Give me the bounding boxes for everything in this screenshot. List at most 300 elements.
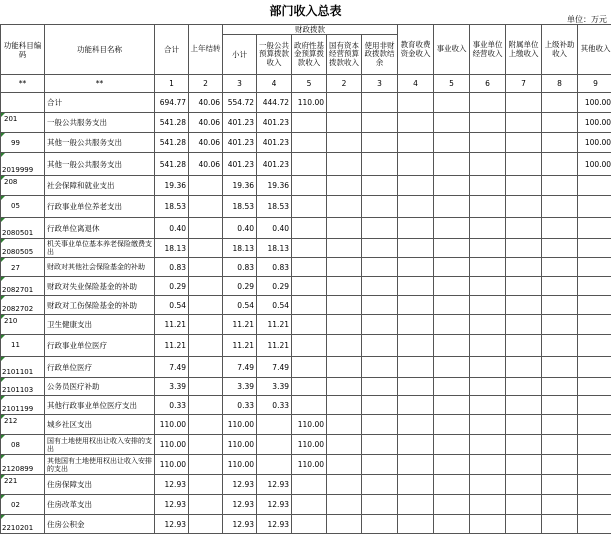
value-cell bbox=[542, 396, 578, 415]
table-row bbox=[1, 455, 611, 475]
code-cell: 2019999 bbox=[1, 153, 45, 176]
comment-marker-icon bbox=[1, 218, 5, 222]
value-cell: 0.29 bbox=[223, 277, 257, 296]
value-cell: 110.00 bbox=[155, 415, 189, 435]
value-cell bbox=[578, 475, 611, 495]
value-cell bbox=[292, 296, 327, 315]
value-cell bbox=[434, 176, 470, 196]
header-total: 合计 bbox=[155, 25, 189, 75]
name-cell: 卫生健康支出 bbox=[45, 315, 155, 335]
value-cell bbox=[506, 239, 542, 258]
value-cell bbox=[434, 378, 470, 396]
value-cell bbox=[189, 277, 223, 296]
code-cell: 08 bbox=[1, 435, 45, 455]
code-cell: 2101199 bbox=[1, 396, 45, 415]
value-cell bbox=[189, 239, 223, 258]
name-cell: 住房保障支出 bbox=[45, 475, 155, 495]
value-cell bbox=[506, 93, 542, 113]
value-cell: 12.93 bbox=[223, 515, 257, 534]
index-cell: 5 bbox=[434, 75, 470, 93]
table-row bbox=[1, 296, 611, 315]
value-cell bbox=[506, 396, 542, 415]
value-cell: 18.53 bbox=[223, 196, 257, 218]
value-cell: 3.39 bbox=[223, 378, 257, 396]
value-cell bbox=[292, 378, 327, 396]
value-cell bbox=[506, 335, 542, 357]
value-cell bbox=[292, 113, 327, 133]
value-cell bbox=[398, 495, 434, 515]
value-cell bbox=[189, 435, 223, 455]
value-cell bbox=[578, 357, 611, 378]
value-cell: 110.00 bbox=[155, 435, 189, 455]
value-cell bbox=[292, 176, 327, 196]
index-cell: 3 bbox=[362, 75, 398, 93]
value-cell bbox=[470, 277, 506, 296]
value-cell bbox=[362, 258, 398, 277]
index-cell: 1 bbox=[155, 75, 189, 93]
value-cell bbox=[189, 315, 223, 335]
value-cell: 110.00 bbox=[223, 415, 257, 435]
value-cell bbox=[398, 133, 434, 153]
value-cell: 100.00 bbox=[578, 153, 611, 176]
value-cell bbox=[327, 396, 362, 415]
value-cell bbox=[398, 93, 434, 113]
value-cell bbox=[327, 176, 362, 196]
value-cell bbox=[506, 515, 542, 534]
comment-marker-icon bbox=[1, 258, 5, 262]
value-cell bbox=[189, 218, 223, 239]
value-cell bbox=[542, 455, 578, 475]
value-cell: 18.53 bbox=[257, 196, 292, 218]
table-row bbox=[1, 277, 611, 296]
value-cell bbox=[189, 357, 223, 378]
value-cell bbox=[470, 335, 506, 357]
code-cell: 2082702 bbox=[1, 296, 45, 315]
value-cell bbox=[542, 495, 578, 515]
value-cell bbox=[362, 495, 398, 515]
comment-marker-icon bbox=[1, 435, 5, 439]
name-cell: 社会保障和就业支出 bbox=[45, 176, 155, 196]
value-cell: 40.06 bbox=[189, 133, 223, 153]
value-cell bbox=[398, 396, 434, 415]
value-cell bbox=[327, 455, 362, 475]
value-cell: 3.39 bbox=[257, 378, 292, 396]
value-cell bbox=[434, 239, 470, 258]
value-cell bbox=[398, 515, 434, 534]
value-cell bbox=[362, 153, 398, 176]
code-cell: 212 bbox=[1, 415, 45, 435]
name-cell: 财政对工伤保险基金的补助 bbox=[45, 296, 155, 315]
name-cell: 一般公共服务支出 bbox=[45, 113, 155, 133]
table-row bbox=[1, 515, 611, 534]
value-cell bbox=[434, 277, 470, 296]
comment-marker-icon bbox=[1, 133, 5, 137]
value-cell bbox=[506, 435, 542, 455]
value-cell bbox=[189, 455, 223, 475]
value-cell bbox=[189, 335, 223, 357]
value-cell: 100.00 bbox=[578, 113, 611, 133]
table-row bbox=[1, 239, 611, 258]
value-cell bbox=[542, 315, 578, 335]
value-cell bbox=[327, 495, 362, 515]
value-cell bbox=[327, 435, 362, 455]
value-cell bbox=[257, 435, 292, 455]
value-cell: 541.28 bbox=[155, 153, 189, 176]
table-row bbox=[1, 113, 611, 133]
value-cell bbox=[362, 113, 398, 133]
value-cell: 401.23 bbox=[257, 133, 292, 153]
value-cell bbox=[470, 113, 506, 133]
value-cell bbox=[434, 113, 470, 133]
value-cell: 110.00 bbox=[292, 415, 327, 435]
value-cell bbox=[434, 315, 470, 335]
value-cell: 19.36 bbox=[223, 176, 257, 196]
value-cell: 19.36 bbox=[257, 176, 292, 196]
value-cell bbox=[506, 196, 542, 218]
value-cell bbox=[470, 357, 506, 378]
table-row bbox=[1, 378, 611, 396]
index-cell: 5 bbox=[292, 75, 327, 93]
code-cell bbox=[1, 93, 45, 113]
comment-marker-icon bbox=[1, 277, 5, 281]
value-cell: 0.33 bbox=[257, 396, 292, 415]
value-cell bbox=[398, 435, 434, 455]
income-table bbox=[0, 24, 611, 534]
value-cell bbox=[578, 315, 611, 335]
value-cell bbox=[578, 378, 611, 396]
value-cell bbox=[506, 133, 542, 153]
header-gov-fund: 政府性基金预算拨款收入 bbox=[292, 35, 327, 75]
value-cell bbox=[506, 495, 542, 515]
value-cell bbox=[292, 196, 327, 218]
value-cell bbox=[470, 93, 506, 113]
code-cell: 2082701 bbox=[1, 277, 45, 296]
value-cell bbox=[434, 335, 470, 357]
code-cell: 2080505 bbox=[1, 239, 45, 258]
code-cell: 11 bbox=[1, 335, 45, 357]
value-cell bbox=[362, 176, 398, 196]
value-cell: 19.36 bbox=[155, 176, 189, 196]
table-row bbox=[1, 153, 611, 176]
value-cell bbox=[434, 515, 470, 534]
code-cell: 99 bbox=[1, 133, 45, 153]
header-subtotal: 小计 bbox=[223, 35, 257, 75]
value-cell bbox=[506, 475, 542, 495]
value-cell: 694.77 bbox=[155, 93, 189, 113]
value-cell bbox=[542, 218, 578, 239]
name-cell: 机关事业单位基本养老保险缴费支出 bbox=[45, 239, 155, 258]
value-cell bbox=[362, 475, 398, 495]
value-cell bbox=[434, 415, 470, 435]
value-cell bbox=[470, 475, 506, 495]
value-cell bbox=[189, 378, 223, 396]
value-cell: 40.06 bbox=[189, 153, 223, 176]
value-cell bbox=[327, 296, 362, 315]
comment-marker-icon bbox=[1, 296, 5, 300]
value-cell bbox=[434, 218, 470, 239]
name-cell: 其他一般公共服务支出 bbox=[45, 153, 155, 176]
value-cell bbox=[578, 239, 611, 258]
value-cell: 12.93 bbox=[223, 475, 257, 495]
value-cell bbox=[398, 296, 434, 315]
index-cell: 6 bbox=[470, 75, 506, 93]
value-cell bbox=[189, 495, 223, 515]
value-cell bbox=[327, 475, 362, 495]
value-cell bbox=[362, 435, 398, 455]
value-cell bbox=[542, 357, 578, 378]
value-cell: 18.13 bbox=[155, 239, 189, 258]
header-general-budget: 一般公共预算拨款收入 bbox=[257, 35, 292, 75]
value-cell bbox=[189, 415, 223, 435]
value-cell: 541.28 bbox=[155, 133, 189, 153]
header-business-income: 事业收入 bbox=[434, 25, 470, 75]
value-cell: 0.40 bbox=[155, 218, 189, 239]
value-cell bbox=[327, 277, 362, 296]
value-cell bbox=[189, 258, 223, 277]
table-row bbox=[1, 435, 611, 455]
value-cell bbox=[292, 218, 327, 239]
value-cell bbox=[362, 335, 398, 357]
table-row bbox=[1, 176, 611, 196]
header-carryover: 上年结转 bbox=[189, 25, 223, 75]
value-cell: 0.33 bbox=[155, 396, 189, 415]
value-cell: 0.54 bbox=[223, 296, 257, 315]
value-cell: 100.00 bbox=[578, 133, 611, 153]
value-cell bbox=[506, 277, 542, 296]
table-row bbox=[1, 495, 611, 515]
value-cell bbox=[542, 296, 578, 315]
name-cell: 行政事业单位养老支出 bbox=[45, 196, 155, 218]
value-cell bbox=[470, 133, 506, 153]
name-cell: 公务员医疗补助 bbox=[45, 378, 155, 396]
value-cell bbox=[434, 435, 470, 455]
code-cell: 221 bbox=[1, 475, 45, 495]
table-row bbox=[1, 357, 611, 378]
value-cell: 110.00 bbox=[292, 435, 327, 455]
value-cell bbox=[434, 495, 470, 515]
value-cell bbox=[398, 176, 434, 196]
table-row bbox=[1, 396, 611, 415]
value-cell: 11.21 bbox=[155, 315, 189, 335]
table-row bbox=[1, 218, 611, 239]
value-cell bbox=[257, 455, 292, 475]
index-cell: 2 bbox=[189, 75, 223, 93]
value-cell bbox=[542, 378, 578, 396]
value-cell: 11.21 bbox=[257, 335, 292, 357]
value-cell bbox=[398, 239, 434, 258]
code-cell: 201 bbox=[1, 113, 45, 133]
value-cell: 12.93 bbox=[257, 495, 292, 515]
value-cell bbox=[470, 435, 506, 455]
value-cell bbox=[506, 218, 542, 239]
value-cell bbox=[398, 258, 434, 277]
value-cell bbox=[398, 113, 434, 133]
value-cell bbox=[542, 133, 578, 153]
value-cell bbox=[506, 315, 542, 335]
value-cell bbox=[292, 335, 327, 357]
value-cell bbox=[542, 113, 578, 133]
value-cell: 401.23 bbox=[257, 113, 292, 133]
value-cell: 401.23 bbox=[257, 153, 292, 176]
value-cell: 11.21 bbox=[223, 315, 257, 335]
value-cell bbox=[362, 93, 398, 113]
comment-marker-icon bbox=[1, 357, 5, 361]
value-cell bbox=[189, 396, 223, 415]
value-cell bbox=[398, 378, 434, 396]
value-cell bbox=[292, 515, 327, 534]
value-cell bbox=[362, 277, 398, 296]
value-cell bbox=[327, 515, 362, 534]
value-cell: 0.40 bbox=[257, 218, 292, 239]
value-cell bbox=[470, 455, 506, 475]
value-cell bbox=[327, 133, 362, 153]
value-cell bbox=[327, 239, 362, 258]
value-cell bbox=[542, 475, 578, 495]
value-cell bbox=[542, 196, 578, 218]
index-cell: 8 bbox=[542, 75, 578, 93]
index-cell: ** bbox=[1, 75, 45, 93]
value-cell: 12.93 bbox=[223, 495, 257, 515]
comment-marker-icon bbox=[1, 396, 5, 400]
value-cell bbox=[470, 495, 506, 515]
comment-marker-icon bbox=[1, 455, 5, 459]
value-cell bbox=[434, 296, 470, 315]
value-cell: 0.83 bbox=[257, 258, 292, 277]
value-cell bbox=[542, 153, 578, 176]
page-title: 部门收入总表 bbox=[269, 4, 342, 18]
value-cell bbox=[506, 296, 542, 315]
value-cell: 401.23 bbox=[223, 113, 257, 133]
value-cell: 554.72 bbox=[223, 93, 257, 113]
index-cell: 7 bbox=[506, 75, 542, 93]
index-cell: 3 bbox=[223, 75, 257, 93]
value-cell bbox=[470, 176, 506, 196]
value-cell bbox=[292, 133, 327, 153]
name-cell: 行政单位离退休 bbox=[45, 218, 155, 239]
value-cell: 12.93 bbox=[155, 475, 189, 495]
value-cell: 7.49 bbox=[223, 357, 257, 378]
value-cell bbox=[292, 475, 327, 495]
value-cell: 11.21 bbox=[223, 335, 257, 357]
value-cell bbox=[434, 475, 470, 495]
value-cell bbox=[542, 176, 578, 196]
value-cell bbox=[470, 315, 506, 335]
header-affiliated-income: 附属单位上缴收入 bbox=[506, 25, 542, 75]
value-cell bbox=[506, 455, 542, 475]
value-cell bbox=[578, 296, 611, 315]
value-cell bbox=[398, 153, 434, 176]
code-cell: 2080501 bbox=[1, 218, 45, 239]
value-cell bbox=[362, 515, 398, 534]
table-row bbox=[1, 475, 611, 495]
value-cell bbox=[292, 239, 327, 258]
value-cell: 12.93 bbox=[155, 495, 189, 515]
table-row bbox=[1, 258, 611, 277]
value-cell bbox=[578, 335, 611, 357]
value-cell bbox=[470, 296, 506, 315]
value-cell bbox=[434, 133, 470, 153]
value-cell: 0.83 bbox=[223, 258, 257, 277]
value-cell bbox=[362, 415, 398, 435]
value-cell bbox=[292, 277, 327, 296]
code-cell: 27 bbox=[1, 258, 45, 277]
header-fiscal-group: 财政拨款 bbox=[223, 25, 398, 35]
value-cell bbox=[506, 153, 542, 176]
value-cell bbox=[398, 277, 434, 296]
value-cell bbox=[470, 258, 506, 277]
value-cell bbox=[542, 239, 578, 258]
value-cell bbox=[362, 396, 398, 415]
value-cell: 0.54 bbox=[257, 296, 292, 315]
value-cell: 7.49 bbox=[257, 357, 292, 378]
value-cell bbox=[434, 357, 470, 378]
value-cell: 18.53 bbox=[155, 196, 189, 218]
value-cell bbox=[292, 396, 327, 415]
value-cell: 11.21 bbox=[257, 315, 292, 335]
value-cell: 7.49 bbox=[155, 357, 189, 378]
value-cell: 0.29 bbox=[257, 277, 292, 296]
name-cell: 住房公积金 bbox=[45, 515, 155, 534]
value-cell bbox=[578, 218, 611, 239]
value-cell: 18.13 bbox=[223, 239, 257, 258]
value-cell bbox=[578, 495, 611, 515]
code-cell: 208 bbox=[1, 176, 45, 196]
table-row bbox=[1, 415, 611, 435]
value-cell: 12.93 bbox=[257, 475, 292, 495]
value-cell bbox=[362, 296, 398, 315]
value-cell bbox=[362, 357, 398, 378]
header-state-capital: 国有资本经营预算拨款收入 bbox=[327, 35, 362, 75]
value-cell: 18.13 bbox=[257, 239, 292, 258]
name-cell: 财政对其他社会保险基金的补助 bbox=[45, 258, 155, 277]
value-cell bbox=[362, 378, 398, 396]
index-cell: 2 bbox=[327, 75, 362, 93]
table-row bbox=[1, 315, 611, 335]
value-cell bbox=[542, 515, 578, 534]
value-cell bbox=[578, 396, 611, 415]
code-cell: 05 bbox=[1, 196, 45, 218]
code-cell: 2210201 bbox=[1, 515, 45, 534]
value-cell bbox=[327, 93, 362, 113]
value-cell bbox=[506, 415, 542, 435]
value-cell bbox=[327, 335, 362, 357]
value-cell: 40.06 bbox=[189, 113, 223, 133]
value-cell bbox=[362, 196, 398, 218]
value-cell bbox=[327, 218, 362, 239]
code-cell: 2120899 bbox=[1, 455, 45, 475]
name-cell: 行政单位医疗 bbox=[45, 357, 155, 378]
value-cell bbox=[578, 277, 611, 296]
value-cell: 40.06 bbox=[189, 93, 223, 113]
value-cell: 444.72 bbox=[257, 93, 292, 113]
value-cell: 12.93 bbox=[257, 515, 292, 534]
name-cell: 其他行政事业单位医疗支出 bbox=[45, 396, 155, 415]
value-cell bbox=[542, 335, 578, 357]
value-cell bbox=[506, 357, 542, 378]
code-cell: 2101101 bbox=[1, 357, 45, 378]
index-cell: 4 bbox=[257, 75, 292, 93]
name-cell: 行政事业单位医疗 bbox=[45, 335, 155, 357]
value-cell bbox=[398, 455, 434, 475]
value-cell: 401.23 bbox=[223, 153, 257, 176]
value-cell: 100.00 bbox=[578, 93, 611, 113]
value-cell bbox=[189, 296, 223, 315]
value-cell: 110.00 bbox=[292, 455, 327, 475]
value-cell bbox=[434, 93, 470, 113]
index-cell: 9 bbox=[578, 75, 611, 93]
header-upper-subsidy: 上级补助收入 bbox=[542, 25, 578, 75]
value-cell bbox=[327, 258, 362, 277]
